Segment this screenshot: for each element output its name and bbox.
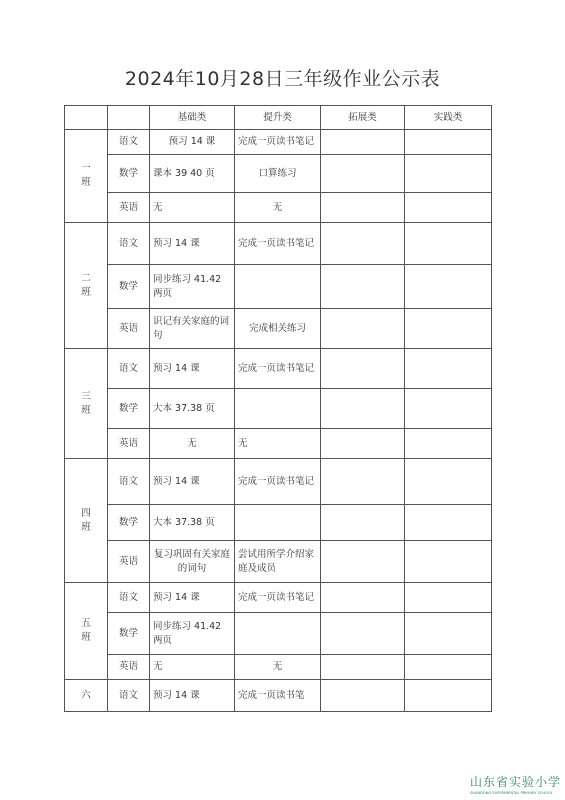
extended-cell — [321, 583, 405, 613]
header-cell-class — [65, 106, 108, 130]
table-row — [65, 613, 492, 655]
practice-cell — [405, 349, 492, 389]
basic-cell: 预习 14 课 — [150, 459, 235, 505]
table-row — [65, 459, 492, 505]
extended-cell — [321, 193, 405, 223]
extended-cell — [321, 429, 405, 459]
extended-cell — [321, 309, 405, 349]
subject-cell: 英语 — [108, 193, 150, 223]
extended-cell — [321, 655, 405, 680]
basic-cell: 课本 39 40 页 — [150, 155, 235, 193]
advanced-cell: 完成一页读书笔记 — [235, 349, 321, 389]
class-name-cell — [65, 130, 108, 223]
table-row — [65, 429, 492, 459]
header-cell-extended: 拓展类 — [321, 106, 405, 130]
header-cell-basic: 基础类 — [150, 106, 235, 130]
table-row — [65, 193, 492, 223]
table-row — [65, 130, 492, 155]
table-row — [65, 505, 492, 541]
advanced-cell: 无 — [235, 193, 321, 223]
extended-cell — [321, 613, 405, 655]
class-name-cell — [65, 349, 108, 459]
advanced-cell: 完成一页读书笔记 — [235, 223, 321, 265]
class-name-cell — [65, 583, 108, 680]
practice-cell — [405, 265, 492, 309]
homework-table — [64, 105, 492, 712]
subject-cell: 语文 — [108, 223, 150, 265]
header-cell-subject — [108, 106, 150, 130]
practice-cell — [405, 541, 492, 583]
subject-cell: 数学 — [108, 265, 150, 309]
advanced-cell: 完成一页读书笔 — [235, 680, 321, 712]
extended-cell — [321, 265, 405, 309]
extended-cell — [321, 541, 405, 583]
class-name-cell — [65, 223, 108, 349]
class-name-char: 六 — [81, 689, 91, 701]
subject-cell: 语文 — [108, 130, 150, 155]
practice-cell — [405, 680, 492, 712]
basic-cell: 预习 14 课 — [150, 349, 235, 389]
header-row — [65, 106, 492, 130]
basic-cell: 无 — [150, 429, 235, 459]
subject-cell: 数学 — [108, 155, 150, 193]
extended-cell — [321, 349, 405, 389]
practice-cell — [405, 309, 492, 349]
subject-cell: 英语 — [108, 541, 150, 583]
basic-cell: 识记有关家庭的词句 — [150, 309, 235, 349]
subject-cell: 英语 — [108, 655, 150, 680]
basic-cell: 同步练习 41.42 两页 — [150, 613, 235, 655]
page-title: 2024年10月28日三年级作业公示表 — [124, 68, 441, 90]
class-name-char: 班 — [81, 404, 91, 416]
subject-cell: 数学 — [108, 613, 150, 655]
advanced-cell — [235, 265, 321, 309]
class-name-cell — [65, 680, 108, 712]
table-row — [65, 265, 492, 309]
extended-cell — [321, 505, 405, 541]
practice-cell — [405, 155, 492, 193]
extended-cell — [321, 223, 405, 265]
advanced-cell: 完成一页读书笔记 — [235, 459, 321, 505]
practice-cell — [405, 130, 492, 155]
advanced-cell — [235, 505, 321, 541]
advanced-cell: 无 — [235, 429, 321, 459]
extended-cell — [321, 389, 405, 429]
class-name-char: 一 — [81, 163, 91, 175]
advanced-cell — [235, 613, 321, 655]
class-name-char: 班 — [81, 521, 91, 533]
class-name-char: 班 — [81, 632, 91, 643]
class-name-char: 四 — [81, 507, 91, 519]
table-row — [65, 655, 492, 680]
practice-cell — [405, 505, 492, 541]
basic-cell: 无 — [150, 655, 235, 680]
practice-cell — [405, 459, 492, 505]
basic-cell: 预习 14 课 — [150, 130, 235, 155]
school-logo — [470, 773, 562, 797]
practice-cell — [405, 583, 492, 613]
practice-cell — [405, 389, 492, 429]
subject-cell: 数学 — [108, 389, 150, 429]
logo-en-text: SHANDONG EXPERIMENTAL PRIMARY SCHOOL — [470, 791, 553, 795]
class-name-cell — [65, 459, 108, 583]
advanced-cell — [235, 389, 321, 429]
header-cell-practice: 实践类 — [405, 106, 492, 130]
advanced-cell: 完成一页读书笔记 — [235, 583, 321, 613]
basic-cell: 预习 14 课 — [150, 680, 235, 712]
header-cell-advanced: 提升类 — [235, 106, 321, 130]
subject-cell: 英语 — [108, 309, 150, 349]
extended-cell — [321, 155, 405, 193]
table-row — [65, 223, 492, 265]
subject-cell: 英语 — [108, 429, 150, 459]
practice-cell — [405, 613, 492, 655]
class-name-char: 五 — [81, 618, 91, 630]
subject-cell: 语文 — [108, 459, 150, 505]
class-name-char: 班 — [81, 177, 91, 188]
basic-cell: 预习 14 课 — [150, 583, 235, 613]
basic-cell: 大本 37.38 页 — [150, 505, 235, 541]
practice-cell — [405, 655, 492, 680]
practice-cell — [405, 429, 492, 459]
table-row — [65, 155, 492, 193]
subject-cell: 语文 — [108, 680, 150, 712]
table-row — [65, 541, 492, 583]
basic-cell: 无 — [150, 193, 235, 223]
extended-cell — [321, 130, 405, 155]
basic-cell: 预习 14 课 — [150, 223, 235, 265]
advanced-cell: 完成相关练习 — [235, 309, 321, 349]
table-row — [65, 583, 492, 613]
basic-cell: 大本 37.38 页 — [150, 389, 235, 429]
basic-cell: 同步练习 41.42 两页 — [150, 265, 235, 309]
extended-cell — [321, 459, 405, 505]
basic-cell: 复习巩固有关家庭的词句 — [150, 541, 235, 583]
advanced-cell: 完成一页读书笔记 — [235, 130, 321, 155]
advanced-cell: 无 — [235, 655, 321, 680]
practice-cell — [405, 193, 492, 223]
table-row — [65, 309, 492, 349]
class-name-char: 三 — [81, 390, 91, 402]
logo-cn-text: 山东省实验小学 — [470, 775, 562, 789]
subject-cell: 数学 — [108, 505, 150, 541]
extended-cell — [321, 680, 405, 712]
table-row — [65, 680, 492, 712]
practice-cell — [405, 223, 492, 265]
table-row — [65, 389, 492, 429]
subject-cell: 语文 — [108, 349, 150, 389]
advanced-cell: 口算练习 — [235, 155, 321, 193]
subject-cell: 语文 — [108, 583, 150, 613]
class-name-char: 二 — [81, 272, 91, 284]
class-name-char: 班 — [81, 286, 91, 298]
table-row — [65, 349, 492, 389]
advanced-cell: 尝试用所学介绍家庭及成员 — [235, 541, 321, 583]
